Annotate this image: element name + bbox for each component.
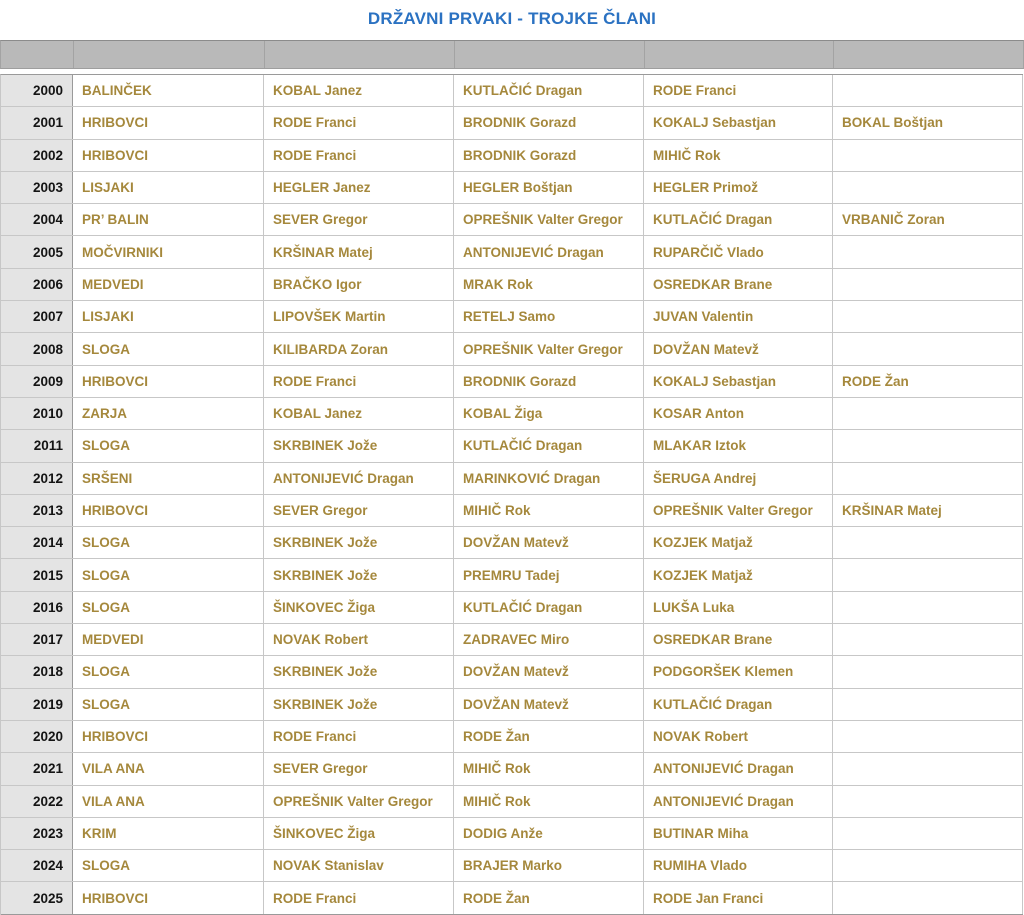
- player-cell-4[interactable]: [833, 398, 1023, 429]
- team-cell[interactable]: SLOGA: [73, 689, 264, 720]
- team-cell[interactable]: MEDVEDI: [73, 624, 264, 655]
- player-cell-2[interactable]: BRODNIK Gorazd: [454, 366, 644, 397]
- table-row: [1, 430, 1023, 462]
- player-cell-4[interactable]: [833, 430, 1023, 461]
- team-cell[interactable]: VILA ANA: [73, 786, 264, 817]
- player-cell-2[interactable]: ZADRAVEC Miro: [454, 624, 644, 655]
- player-cell-2[interactable]: RODE Žan: [454, 721, 644, 752]
- player-cell-4[interactable]: [833, 624, 1023, 655]
- team-cell[interactable]: SLOGA: [73, 592, 264, 623]
- year-cell[interactable]: 2008: [1, 333, 73, 364]
- player-cell-3[interactable]: OSREDKAR Brane: [644, 269, 833, 300]
- player-cell-3[interactable]: RUMIHA Vlado: [644, 850, 833, 881]
- team-cell[interactable]: SLOGA: [73, 656, 264, 687]
- player-cell-1[interactable]: SKRBINEK Jože: [264, 559, 454, 590]
- player-cell-1[interactable]: OPREŠNIK Valter Gregor: [264, 786, 454, 817]
- table-row: [1, 624, 1023, 656]
- player-cell-4[interactable]: [833, 172, 1023, 203]
- column-header-player-4[interactable]: [833, 41, 1023, 68]
- player-cell-3[interactable]: HEGLER Primož: [644, 172, 833, 203]
- player-cell-3[interactable]: KUTLAČIĆ Dragan: [644, 689, 833, 720]
- player-cell-1[interactable]: HEGLER Janez: [264, 172, 454, 203]
- player-cell-3[interactable]: JUVAN Valentin: [644, 301, 833, 332]
- year-cell[interactable]: 2014: [1, 527, 73, 558]
- player-cell-2[interactable]: BRODNIK Gorazd: [454, 107, 644, 138]
- year-cell[interactable]: 2020: [1, 721, 73, 752]
- table-row: [1, 301, 1023, 333]
- year-cell[interactable]: 2000: [1, 75, 73, 106]
- player-cell-2[interactable]: OPREŠNIK Valter Gregor: [454, 204, 644, 235]
- player-cell-1[interactable]: KOBAL Janez: [264, 75, 454, 106]
- team-cell[interactable]: PR’ BALIN: [73, 204, 264, 235]
- year-cell[interactable]: 2009: [1, 366, 73, 397]
- team-cell[interactable]: HRIBOVCI: [73, 140, 264, 171]
- player-cell-4[interactable]: VRBANIČ Zoran: [833, 204, 1023, 235]
- champions-table-body: [0, 74, 1023, 915]
- team-cell[interactable]: HRIBOVCI: [73, 721, 264, 752]
- table-row: [1, 398, 1023, 430]
- team-cell[interactable]: SLOGA: [73, 527, 264, 558]
- player-cell-1[interactable]: NOVAK Robert: [264, 624, 454, 655]
- table-row: [1, 140, 1023, 172]
- player-cell-1[interactable]: BRAČKO Igor: [264, 269, 454, 300]
- player-cell-3[interactable]: DOVŽAN Matevž: [644, 333, 833, 364]
- year-cell[interactable]: 2024: [1, 850, 73, 881]
- player-cell-4[interactable]: BOKAL Boštjan: [833, 107, 1023, 138]
- year-cell[interactable]: 2019: [1, 689, 73, 720]
- table-row: [1, 850, 1023, 882]
- player-cell-2[interactable]: MARINKOVIĆ Dragan: [454, 463, 644, 494]
- player-cell-1[interactable]: SEVER Gregor: [264, 204, 454, 235]
- team-cell[interactable]: HRIBOVCI: [73, 107, 264, 138]
- table-row: [1, 753, 1023, 785]
- player-cell-3[interactable]: KOZJEK Matjaž: [644, 527, 833, 558]
- player-cell-1[interactable]: KRŠINAR Matej: [264, 236, 454, 267]
- table-row: [1, 882, 1023, 914]
- player-cell-3[interactable]: ANTONIJEVIĆ Dragan: [644, 753, 833, 784]
- team-cell[interactable]: LISJAKI: [73, 172, 264, 203]
- table-row: [1, 495, 1023, 527]
- player-cell-3[interactable]: MLAKAR Iztok: [644, 430, 833, 461]
- player-cell-1[interactable]: RODE Franci: [264, 882, 454, 913]
- player-cell-3[interactable]: NOVAK Robert: [644, 721, 833, 752]
- player-cell-2[interactable]: RETELJ Samo: [454, 301, 644, 332]
- player-cell-3[interactable]: RODE Franci: [644, 75, 833, 106]
- year-cell[interactable]: 2002: [1, 140, 73, 171]
- player-cell-2[interactable]: DOVŽAN Matevž: [454, 689, 644, 720]
- player-cell-1[interactable]: SKRBINEK Jože: [264, 656, 454, 687]
- player-cell-3[interactable]: ANTONIJEVIĆ Dragan: [644, 786, 833, 817]
- year-cell[interactable]: 2011: [1, 430, 73, 461]
- player-cell-2[interactable]: KOBAL Žiga: [454, 398, 644, 429]
- player-cell-3[interactable]: KOKALJ Sebastjan: [644, 366, 833, 397]
- player-cell-4[interactable]: [833, 269, 1023, 300]
- table-row: [1, 463, 1023, 495]
- table-row: [1, 107, 1023, 139]
- player-cell-2[interactable]: BRODNIK Gorazd: [454, 140, 644, 171]
- year-cell[interactable]: 2018: [1, 656, 73, 687]
- player-cell-3[interactable]: RUPARČIČ Vlado: [644, 236, 833, 267]
- column-header-year[interactable]: [1, 41, 73, 68]
- year-cell[interactable]: 2007: [1, 301, 73, 332]
- player-cell-4[interactable]: [833, 75, 1023, 106]
- player-cell-1[interactable]: SEVER Gregor: [264, 753, 454, 784]
- team-cell[interactable]: BALINČEK: [73, 75, 264, 106]
- team-cell[interactable]: HRIBOVCI: [73, 495, 264, 526]
- year-cell[interactable]: 2021: [1, 753, 73, 784]
- player-cell-2[interactable]: PREMRU Tadej: [454, 559, 644, 590]
- player-cell-4[interactable]: KRŠINAR Matej: [833, 495, 1023, 526]
- player-cell-1[interactable]: ANTONIJEVIĆ Dragan: [264, 463, 454, 494]
- table-row: [1, 75, 1023, 107]
- table-row: [1, 786, 1023, 818]
- player-cell-3[interactable]: OPREŠNIK Valter Gregor: [644, 495, 833, 526]
- year-cell[interactable]: 2004: [1, 204, 73, 235]
- table-row: [1, 269, 1023, 301]
- team-cell[interactable]: MOČVIRNIKI: [73, 236, 264, 267]
- year-cell[interactable]: 2015: [1, 559, 73, 590]
- column-header-band: [0, 40, 1024, 69]
- team-cell[interactable]: SLOGA: [73, 333, 264, 364]
- player-cell-3[interactable]: PODGORŠEK Klemen: [644, 656, 833, 687]
- player-cell-1[interactable]: RODE Franci: [264, 721, 454, 752]
- player-cell-4[interactable]: [833, 721, 1023, 752]
- player-cell-1[interactable]: SEVER Gregor: [264, 495, 454, 526]
- player-cell-1[interactable]: NOVAK Stanislav: [264, 850, 454, 881]
- team-cell[interactable]: VILA ANA: [73, 753, 264, 784]
- player-cell-3[interactable]: KUTLAČIĆ Dragan: [644, 204, 833, 235]
- team-cell[interactable]: HRIBOVCI: [73, 882, 264, 913]
- player-cell-3[interactable]: MIHIČ Rok: [644, 140, 833, 171]
- player-cell-2[interactable]: MRAK Rok: [454, 269, 644, 300]
- team-cell[interactable]: MEDVEDI: [73, 269, 264, 300]
- player-cell-4[interactable]: [833, 786, 1023, 817]
- column-header-player-2[interactable]: [454, 41, 644, 68]
- team-cell[interactable]: KRIM: [73, 818, 264, 849]
- player-cell-1[interactable]: ŠINKOVEC Žiga: [264, 818, 454, 849]
- year-cell[interactable]: 2016: [1, 592, 73, 623]
- team-cell[interactable]: SRŠENI: [73, 463, 264, 494]
- player-cell-4[interactable]: [833, 818, 1023, 849]
- player-cell-3[interactable]: ŠERUGA Andrej: [644, 463, 833, 494]
- player-cell-4[interactable]: [833, 333, 1023, 364]
- player-cell-2[interactable]: MIHIČ Rok: [454, 495, 644, 526]
- year-cell[interactable]: 2003: [1, 172, 73, 203]
- table-row: [1, 689, 1023, 721]
- column-header-player-1[interactable]: [264, 41, 454, 68]
- player-cell-3[interactable]: RODE Jan Franci: [644, 882, 833, 913]
- player-cell-1[interactable]: RODE Franci: [264, 140, 454, 171]
- team-cell[interactable]: HRIBOVCI: [73, 366, 264, 397]
- player-cell-1[interactable]: KOBAL Janez: [264, 398, 454, 429]
- player-cell-4[interactable]: [833, 850, 1023, 881]
- player-cell-2[interactable]: KUTLAČIĆ Dragan: [454, 592, 644, 623]
- table-row: [1, 333, 1023, 365]
- player-cell-4[interactable]: [833, 559, 1023, 590]
- column-header-team[interactable]: [73, 41, 264, 68]
- team-cell[interactable]: SLOGA: [73, 850, 264, 881]
- player-cell-3[interactable]: KOKALJ Sebastjan: [644, 107, 833, 138]
- year-cell[interactable]: 2017: [1, 624, 73, 655]
- player-cell-4[interactable]: [833, 301, 1023, 332]
- player-cell-2[interactable]: DOVŽAN Matevž: [454, 527, 644, 558]
- player-cell-3[interactable]: KOSAR Anton: [644, 398, 833, 429]
- player-cell-1[interactable]: ŠINKOVEC Žiga: [264, 592, 454, 623]
- player-cell-4[interactable]: [833, 140, 1023, 171]
- page-title: DRŽAVNI PRVAKI - TROJKE ČLANI: [367, 9, 657, 28]
- year-cell[interactable]: 2025: [1, 882, 73, 913]
- player-cell-2[interactable]: KUTLAČIĆ Dragan: [454, 75, 644, 106]
- player-cell-2[interactable]: OPREŠNIK Valter Gregor: [454, 333, 644, 364]
- year-cell[interactable]: 2013: [1, 495, 73, 526]
- year-cell[interactable]: 2006: [1, 269, 73, 300]
- column-header-player-3[interactable]: [644, 41, 833, 68]
- player-cell-2[interactable]: KUTLAČIĆ Dragan: [454, 430, 644, 461]
- table-row: [1, 172, 1023, 204]
- year-cell[interactable]: 2022: [1, 786, 73, 817]
- table-row: [1, 204, 1023, 236]
- player-cell-4[interactable]: [833, 882, 1023, 913]
- year-cell[interactable]: 2023: [1, 818, 73, 849]
- player-cell-4[interactable]: [833, 656, 1023, 687]
- player-cell-4[interactable]: [833, 689, 1023, 720]
- player-cell-4[interactable]: [833, 463, 1023, 494]
- player-cell-2[interactable]: MIHIČ Rok: [454, 753, 644, 784]
- team-cell[interactable]: ZARJA: [73, 398, 264, 429]
- table-row: [1, 527, 1023, 559]
- table-row: [1, 559, 1023, 591]
- player-cell-4[interactable]: [833, 236, 1023, 267]
- player-cell-4[interactable]: [833, 753, 1023, 784]
- player-cell-4[interactable]: RODE Žan: [833, 366, 1023, 397]
- year-cell[interactable]: 2001: [1, 107, 73, 138]
- player-cell-3[interactable]: LUKŠA Luka: [644, 592, 833, 623]
- player-cell-2[interactable]: ANTONIJEVIĆ Dragan: [454, 236, 644, 267]
- player-cell-2[interactable]: DODIG Anže: [454, 818, 644, 849]
- player-cell-3[interactable]: OSREDKAR Brane: [644, 624, 833, 655]
- table-row: [1, 818, 1023, 850]
- year-cell[interactable]: 2010: [1, 398, 73, 429]
- player-cell-2[interactable]: DOVŽAN Matevž: [454, 656, 644, 687]
- team-cell[interactable]: LISJAKI: [73, 301, 264, 332]
- player-cell-4[interactable]: [833, 592, 1023, 623]
- year-cell[interactable]: 2012: [1, 463, 73, 494]
- player-cell-1[interactable]: SKRBINEK Jože: [264, 527, 454, 558]
- table-row: [1, 236, 1023, 268]
- player-cell-1[interactable]: KILIBARDA Zoran: [264, 333, 454, 364]
- table-row: [1, 592, 1023, 624]
- player-cell-3[interactable]: KOZJEK Matjaž: [644, 559, 833, 590]
- player-cell-1[interactable]: LIPOVŠEK Martin: [264, 301, 454, 332]
- player-cell-1[interactable]: SKRBINEK Jože: [264, 689, 454, 720]
- player-cell-2[interactable]: BRAJER Marko: [454, 850, 644, 881]
- player-cell-2[interactable]: HEGLER Boštjan: [454, 172, 644, 203]
- table-row: [1, 721, 1023, 753]
- player-cell-3[interactable]: BUTINAR Miha: [644, 818, 833, 849]
- player-cell-1[interactable]: SKRBINEK Jože: [264, 430, 454, 461]
- table-row: [1, 366, 1023, 398]
- player-cell-2[interactable]: RODE Žan: [454, 882, 644, 913]
- table-row: [1, 656, 1023, 688]
- year-cell[interactable]: 2005: [1, 236, 73, 267]
- player-cell-1[interactable]: RODE Franci: [264, 366, 454, 397]
- team-cell[interactable]: SLOGA: [73, 559, 264, 590]
- player-cell-1[interactable]: RODE Franci: [264, 107, 454, 138]
- player-cell-4[interactable]: [833, 527, 1023, 558]
- player-cell-2[interactable]: MIHIČ Rok: [454, 786, 644, 817]
- team-cell[interactable]: SLOGA: [73, 430, 264, 461]
